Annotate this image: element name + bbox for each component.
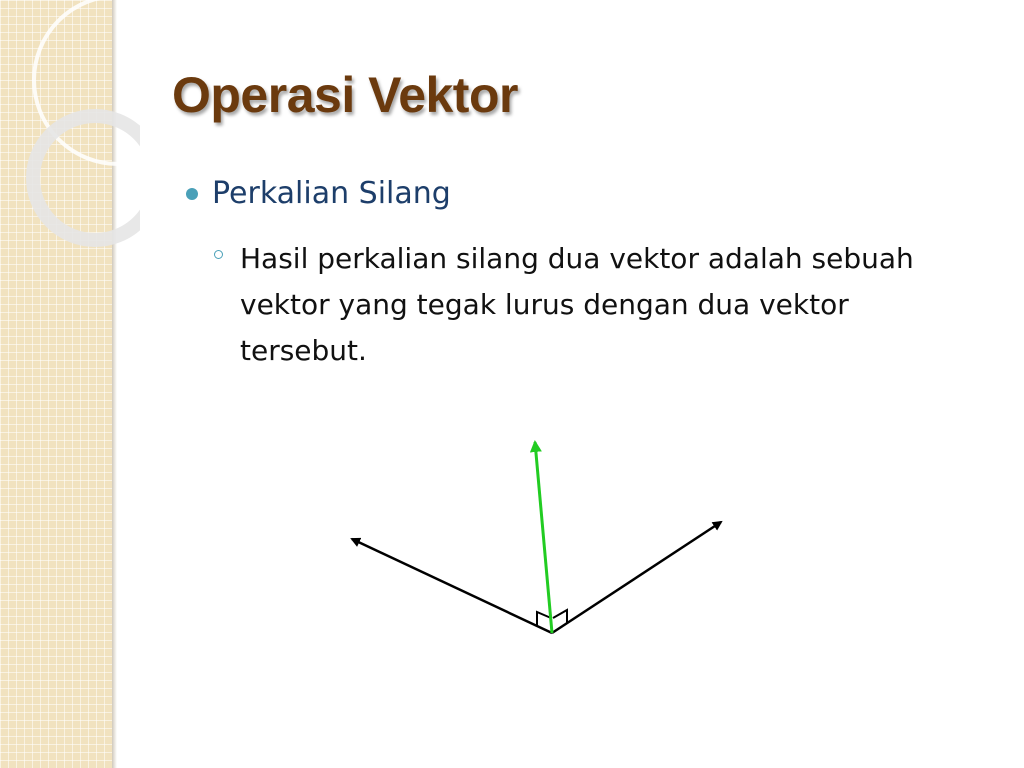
sub-bullet-text: Hasil perkalian silang dua vektor adalah sebuah vektor yang tegak lurus dengan dua vektor tersebut. [240,242,914,367]
decorative-circles [0,0,140,260]
vector-right [552,522,721,633]
slide-title: Operasi Vektor [172,67,518,123]
sub-bullet-item [214,236,944,374]
sub-bullet-ring-icon [214,250,223,259]
cross-product-diagram [330,420,750,660]
right-angle-mark-right [553,610,567,624]
cross-product-vector [535,442,552,633]
bullet-text: Perkalian Silang [212,176,451,211]
vector-left [352,539,552,633]
bullet-dot-icon [186,188,198,200]
bullet-item [186,176,451,211]
